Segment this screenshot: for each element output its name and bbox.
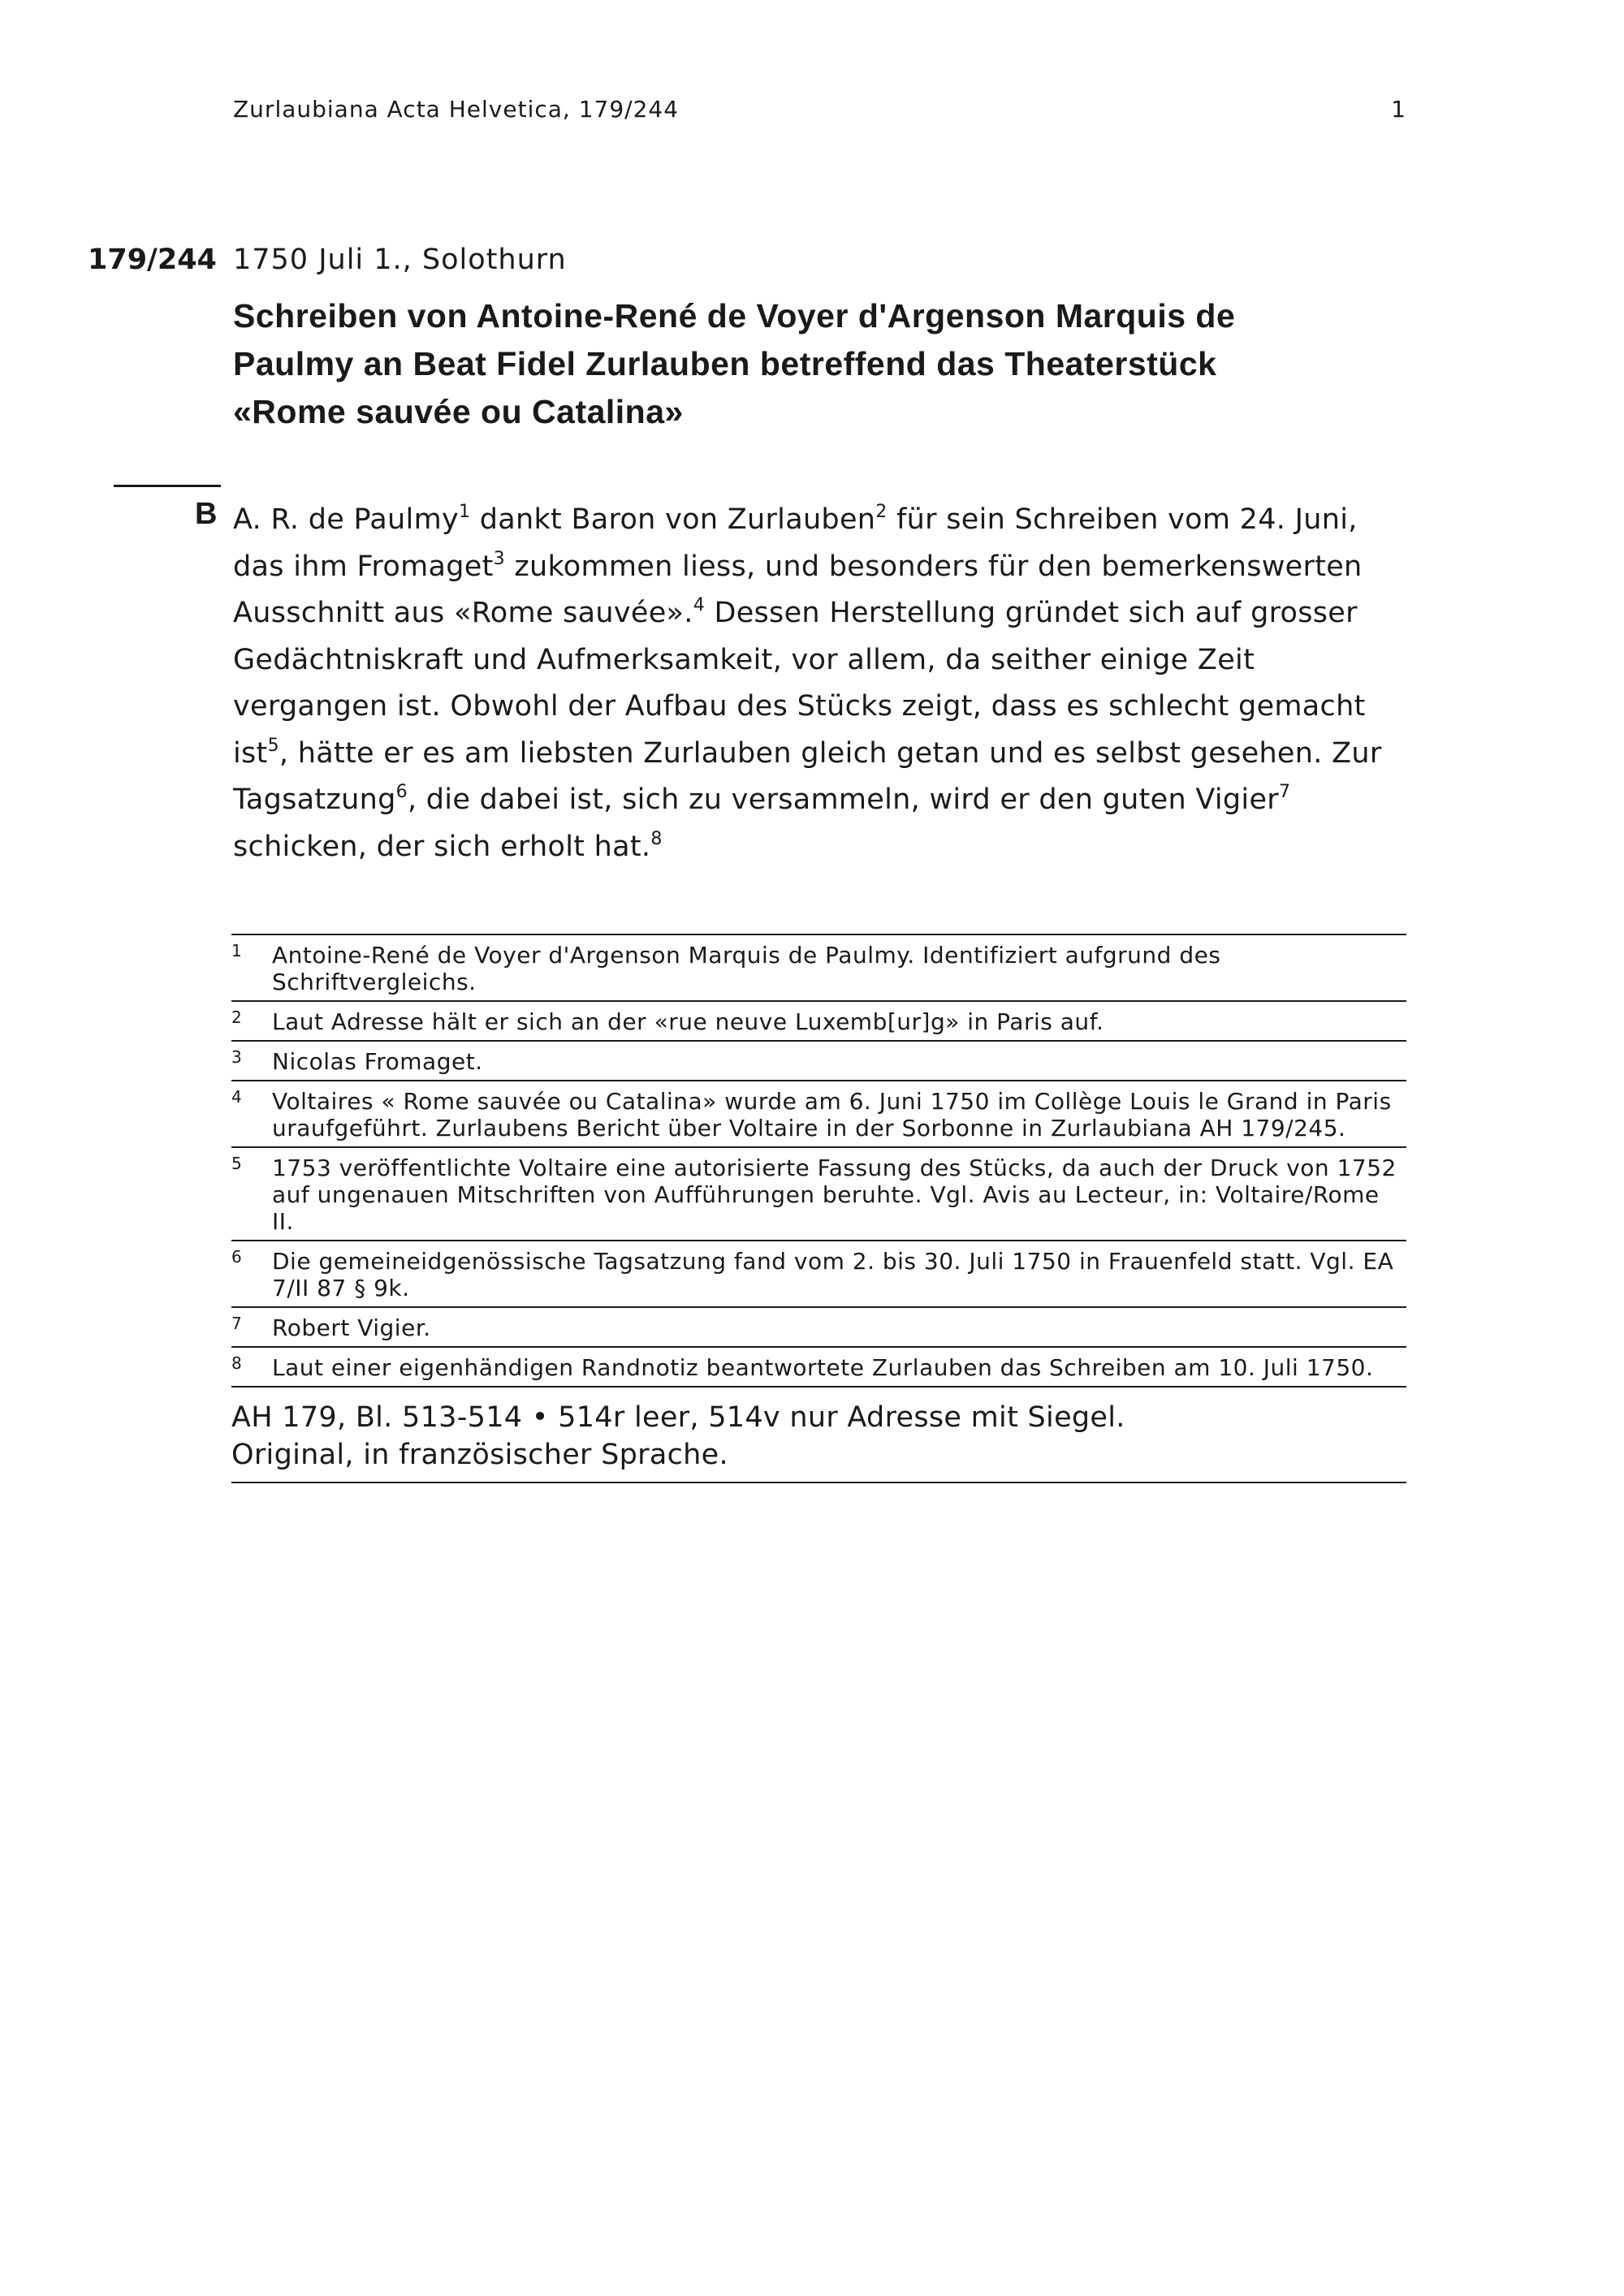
footnote-ref[interactable]: 6 [395, 782, 408, 802]
footnote-mark: 5 [231, 1154, 242, 1173]
summary-paragraph [233, 497, 1410, 870]
source-line: Original, in französischer Sprache. [231, 1439, 728, 1471]
running-title: Zurlaubiana Acta Helvetica, 179/244 [233, 96, 680, 123]
footnote-text: 1753 veröffentlichte Voltaire eine autorisierte Fassung des Stücks, da auch der Druck von 1752 auf ungenauen Mitschriften von Aufführungen beruhte. Vgl. Avis au Lecteur, in: Voltaire/Rome II. [272, 1154, 1397, 1235]
footnote-mark: 3 [231, 1047, 242, 1067]
title-line: «Rome sauvée ou Catalina» [233, 393, 684, 430]
footnote-row [231, 1308, 1406, 1348]
source-line: AH 179, Bl. 513-514 • 514r leer, 514v nur Adresse mit Siegel. [231, 1401, 1125, 1434]
summary-text: , die dabei ist, sich zu versammeln, wird er den guten Vigier [407, 783, 1279, 816]
summary-text: A. R. de Paulmy [233, 503, 459, 536]
footnote-row [231, 1241, 1406, 1308]
entry-date-place: 1750 Juli 1., Solothurn [233, 244, 567, 276]
footnote-text: Robert Vigier. [272, 1314, 431, 1341]
footnote-mark: 4 [231, 1087, 242, 1107]
title-line: Schreiben von Antoine-René de Voyer d'Argenson Marquis de [233, 297, 1236, 334]
footnote-text: Die gemeineidgenössische Tagsatzung fand vom 2. bis 30. Juli 1750 in Frauenfeld statt. Vgl. EA 7/II 87 § 9k. [272, 1248, 1394, 1301]
running-head [233, 96, 1406, 123]
footnote-row [231, 1348, 1406, 1388]
title-line: Paulmy an Beat Fidel Zurlauben betreffend das Theaterstück [233, 345, 1217, 382]
footnote-ref[interactable]: 1 [458, 502, 471, 522]
summary-text: zukommen liess, und besonders für den bemerkenswerten Ausschnitt aus «Rome sauvée». [233, 550, 1363, 629]
footnote-text: Nicolas Fromaget. [272, 1048, 483, 1075]
entry-title [233, 292, 1402, 436]
footnote-row [231, 1042, 1406, 1081]
summary-text: für sein Schreiben vom 24. Juni, das ihm Fromaget [233, 503, 1358, 583]
footnote-row [231, 1002, 1406, 1042]
footnote-text: Voltaires « Rome sauvée ou Catalina» wurde am 6. Juni 1750 im Collège Louis le Grand in Paris uraufgeführt. Zurlaubens Bericht über Voltaire in der Sorbonne in Zurlaubiana AH 179/245. [272, 1088, 1392, 1142]
footnote-mark: 7 [231, 1314, 242, 1333]
footnote-mark: 8 [231, 1353, 242, 1373]
summary-text: schicken, der sich erholt hat. [233, 830, 651, 863]
footnote-row [231, 935, 1406, 1002]
page-number: 1 [1391, 96, 1406, 123]
footnote-mark: 2 [231, 1008, 242, 1027]
footnote-ref[interactable]: 3 [493, 548, 505, 569]
footnote-mark: 6 [231, 1247, 242, 1267]
footnote-ref[interactable]: 7 [1278, 782, 1291, 802]
footnote-ref[interactable]: 8 [650, 828, 663, 849]
footnote-row [231, 1148, 1406, 1241]
section-divider [114, 485, 221, 487]
footnote-mark: 1 [231, 941, 242, 960]
source-note [231, 1388, 1406, 1483]
section-letter: B [195, 497, 218, 531]
summary-text: Dessen Herstellung gründet sich auf grosser Gedächtniskraft und Aufmerksamkeit, vor allem, da seither einige Zeit vergangen ist. Obwohl der Aufbau des Stücks zeigt, dass es schlecht gemacht ist [233, 597, 1366, 770]
footnote-text: Antoine-René de Voyer d'Argenson Marquis de Paulmy. Identifiziert aufgrund des Schriftvergleichs. [272, 942, 1221, 995]
footnote-row [231, 1081, 1406, 1148]
footnote-text: Laut einer eigenhändigen Randnotiz beantwortete Zurlauben das Schreiben am 10. Juli 1750. [272, 1354, 1374, 1381]
entry-number: 179/244 [88, 244, 217, 276]
summary-text: dankt Baron von Zurlauben [470, 503, 876, 536]
footnote-ref[interactable]: 5 [267, 735, 279, 756]
footnote-ref[interactable]: 2 [875, 502, 888, 522]
summary-text: , hätte er es am liebsten Zurlauben gleich getan und es selbst gesehen. Zur Tagsatzung [233, 736, 1382, 816]
footnotes-table [231, 934, 1406, 1483]
footnote-ref[interactable]: 4 [693, 595, 706, 615]
footnote-text: Laut Adresse hält er sich an der «rue neuve Luxemb[ur]g» in Paris auf. [272, 1008, 1104, 1035]
